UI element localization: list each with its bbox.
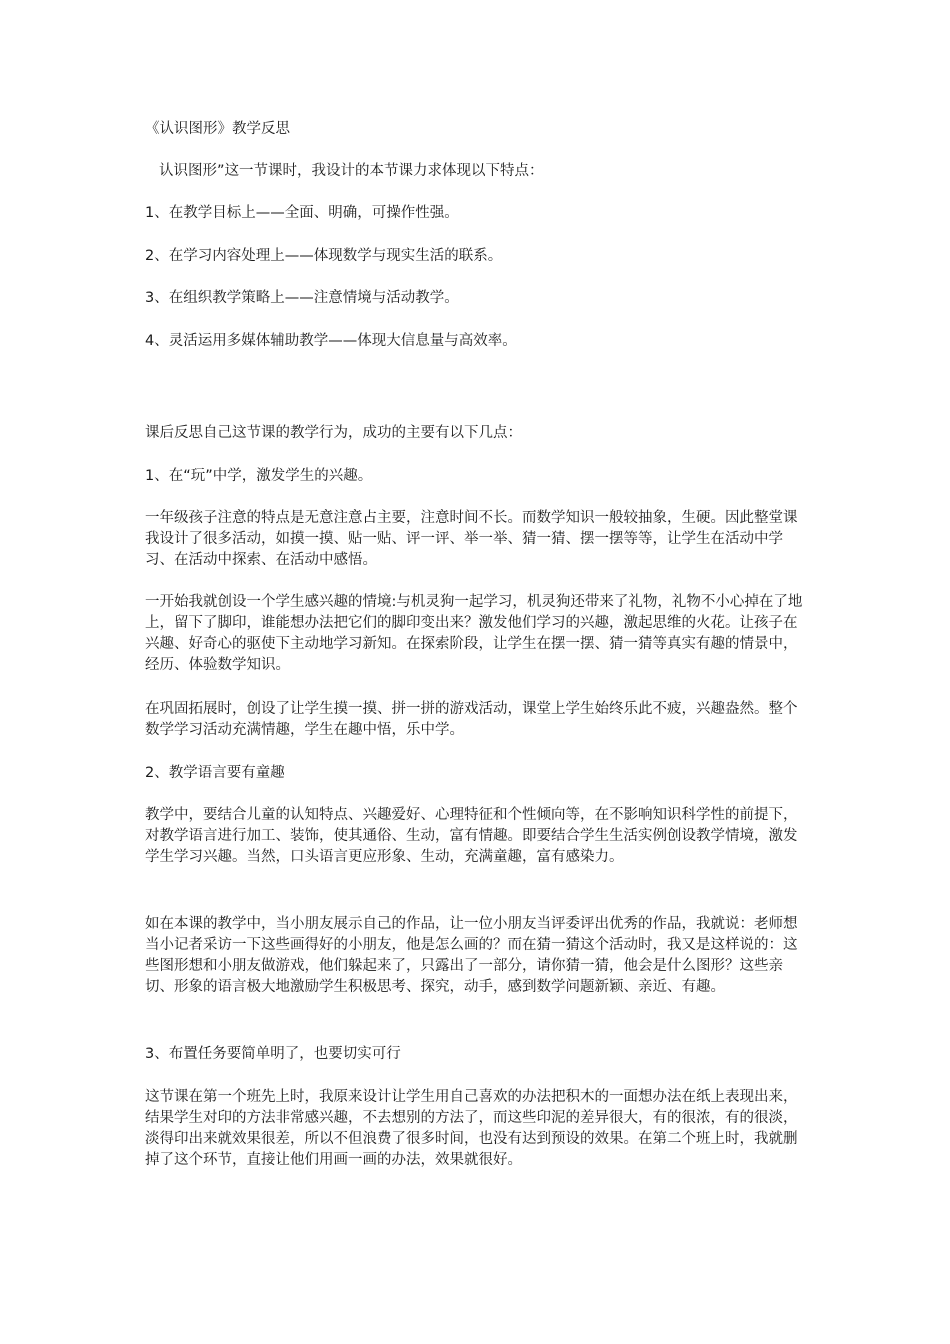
feature-item-3: 3、在组织教学策略上——注意情境与活动教学。	[145, 290, 459, 306]
intro-paragraph: 认识图形”这一节课时，我设计的本节课力求体现以下特点：	[159, 163, 544, 179]
point1-paragraph-2: 一开始我就创设一个学生感兴趣的情境:与机灵狗一起学习，机灵狗还带来了礼物，礼物不小心掉在了地上，留下了脚印，谁能想办法把它们的脚印变出来？激发他们学习的兴趣，激起思维的火花。让孩子在兴趣、好奇心的驱使下主动地学习新知。在探索阶段，让学生在摆一摆、猜一猜等真实有趣的情景中，经历、体验数学知识。	[145, 594, 803, 673]
feature-item-4: 4、灵活运用多媒体辅助教学——体现大信息量与高效率。	[145, 333, 517, 349]
point2-paragraph-1: 教学中，要结合儿童的认知特点、兴趣爱好、心理特征和个性倾向等，在不影响知识科学性的前提下，对教学语言进行加工、装饰，使其通俗、生动，富有情趣。即要结合学生生活实例创设教学情境，激发学生学习兴趣。当然，口头语言更应形象、生动，充满童趣，富有感染力。	[145, 807, 798, 865]
reflection-intro: 课后反思自己这节课的教学行为，成功的主要有以下几点：	[145, 425, 522, 441]
point3-paragraph-1: 这节课在第一个班先上时，我原来设计让学生用自己喜欢的办法把积木的一面想办法在纸上表现出来，结果学生对印的方法非常感兴趣，不去想别的方法了，而这些印泥的差异很大，有的很浓，有的很淡，淡得印出来就效果很差，所以不但浪费了很多时间，也没有达到预设的效果。在第二个班上时，我就删掉了这个环节，直接让他们用画一画的办法，效果就很好。	[145, 1089, 798, 1168]
document-title: 《认识图形》教学反思	[145, 121, 290, 137]
feature-item-2: 2、在学习内容处理上——体现数学与现实生活的联系。	[145, 248, 503, 264]
point3-heading: 3、布置任务要简单明了，也要切实可行	[145, 1046, 401, 1062]
point1-paragraph-1: 一年级孩子注意的特点是无意注意占主要，注意时间不长。而数学知识一般较抽象，生硬。因此整堂课我设计了很多活动，如摸一摸、贴一贴、评一评、举一举、猜一猜、摆一摆等等，让学生在活动中学习、在活动中探索、在活动中感悟。	[145, 510, 798, 568]
feature-item-1: 1、在教学目标上——全面、明确，可操作性强。	[145, 205, 459, 221]
point2-paragraph-2: 如在本课的教学中，当小朋友展示自己的作品，让一位小朋友当评委评出优秀的作品，我就说：老师想当小记者采访一下这些画得好的小朋友，他是怎么画的？而在猜一猜这个活动时，我又是这样说的：这些图形想和小朋友做游戏，他们躲起来了，只露出了一部分，请你猜一猜，他会是什么图形？这些亲切、形象的语言极大地激励学生积极思考、探究，动手，感到数学问题新颖、亲近、有趣。	[145, 916, 798, 995]
point1-paragraph-3: 在巩固拓展时，创设了让学生摸一摸、拼一拼的游戏活动，课堂上学生始终乐此不疲，兴趣盎然。整个数学学习活动充满情趣，学生在趣中悟，乐中学。	[145, 701, 798, 738]
point2-heading: 2、教学语言要有童趣	[145, 765, 285, 781]
point1-heading: 1、在“玩”中学，激发学生的兴趣。	[145, 468, 373, 484]
